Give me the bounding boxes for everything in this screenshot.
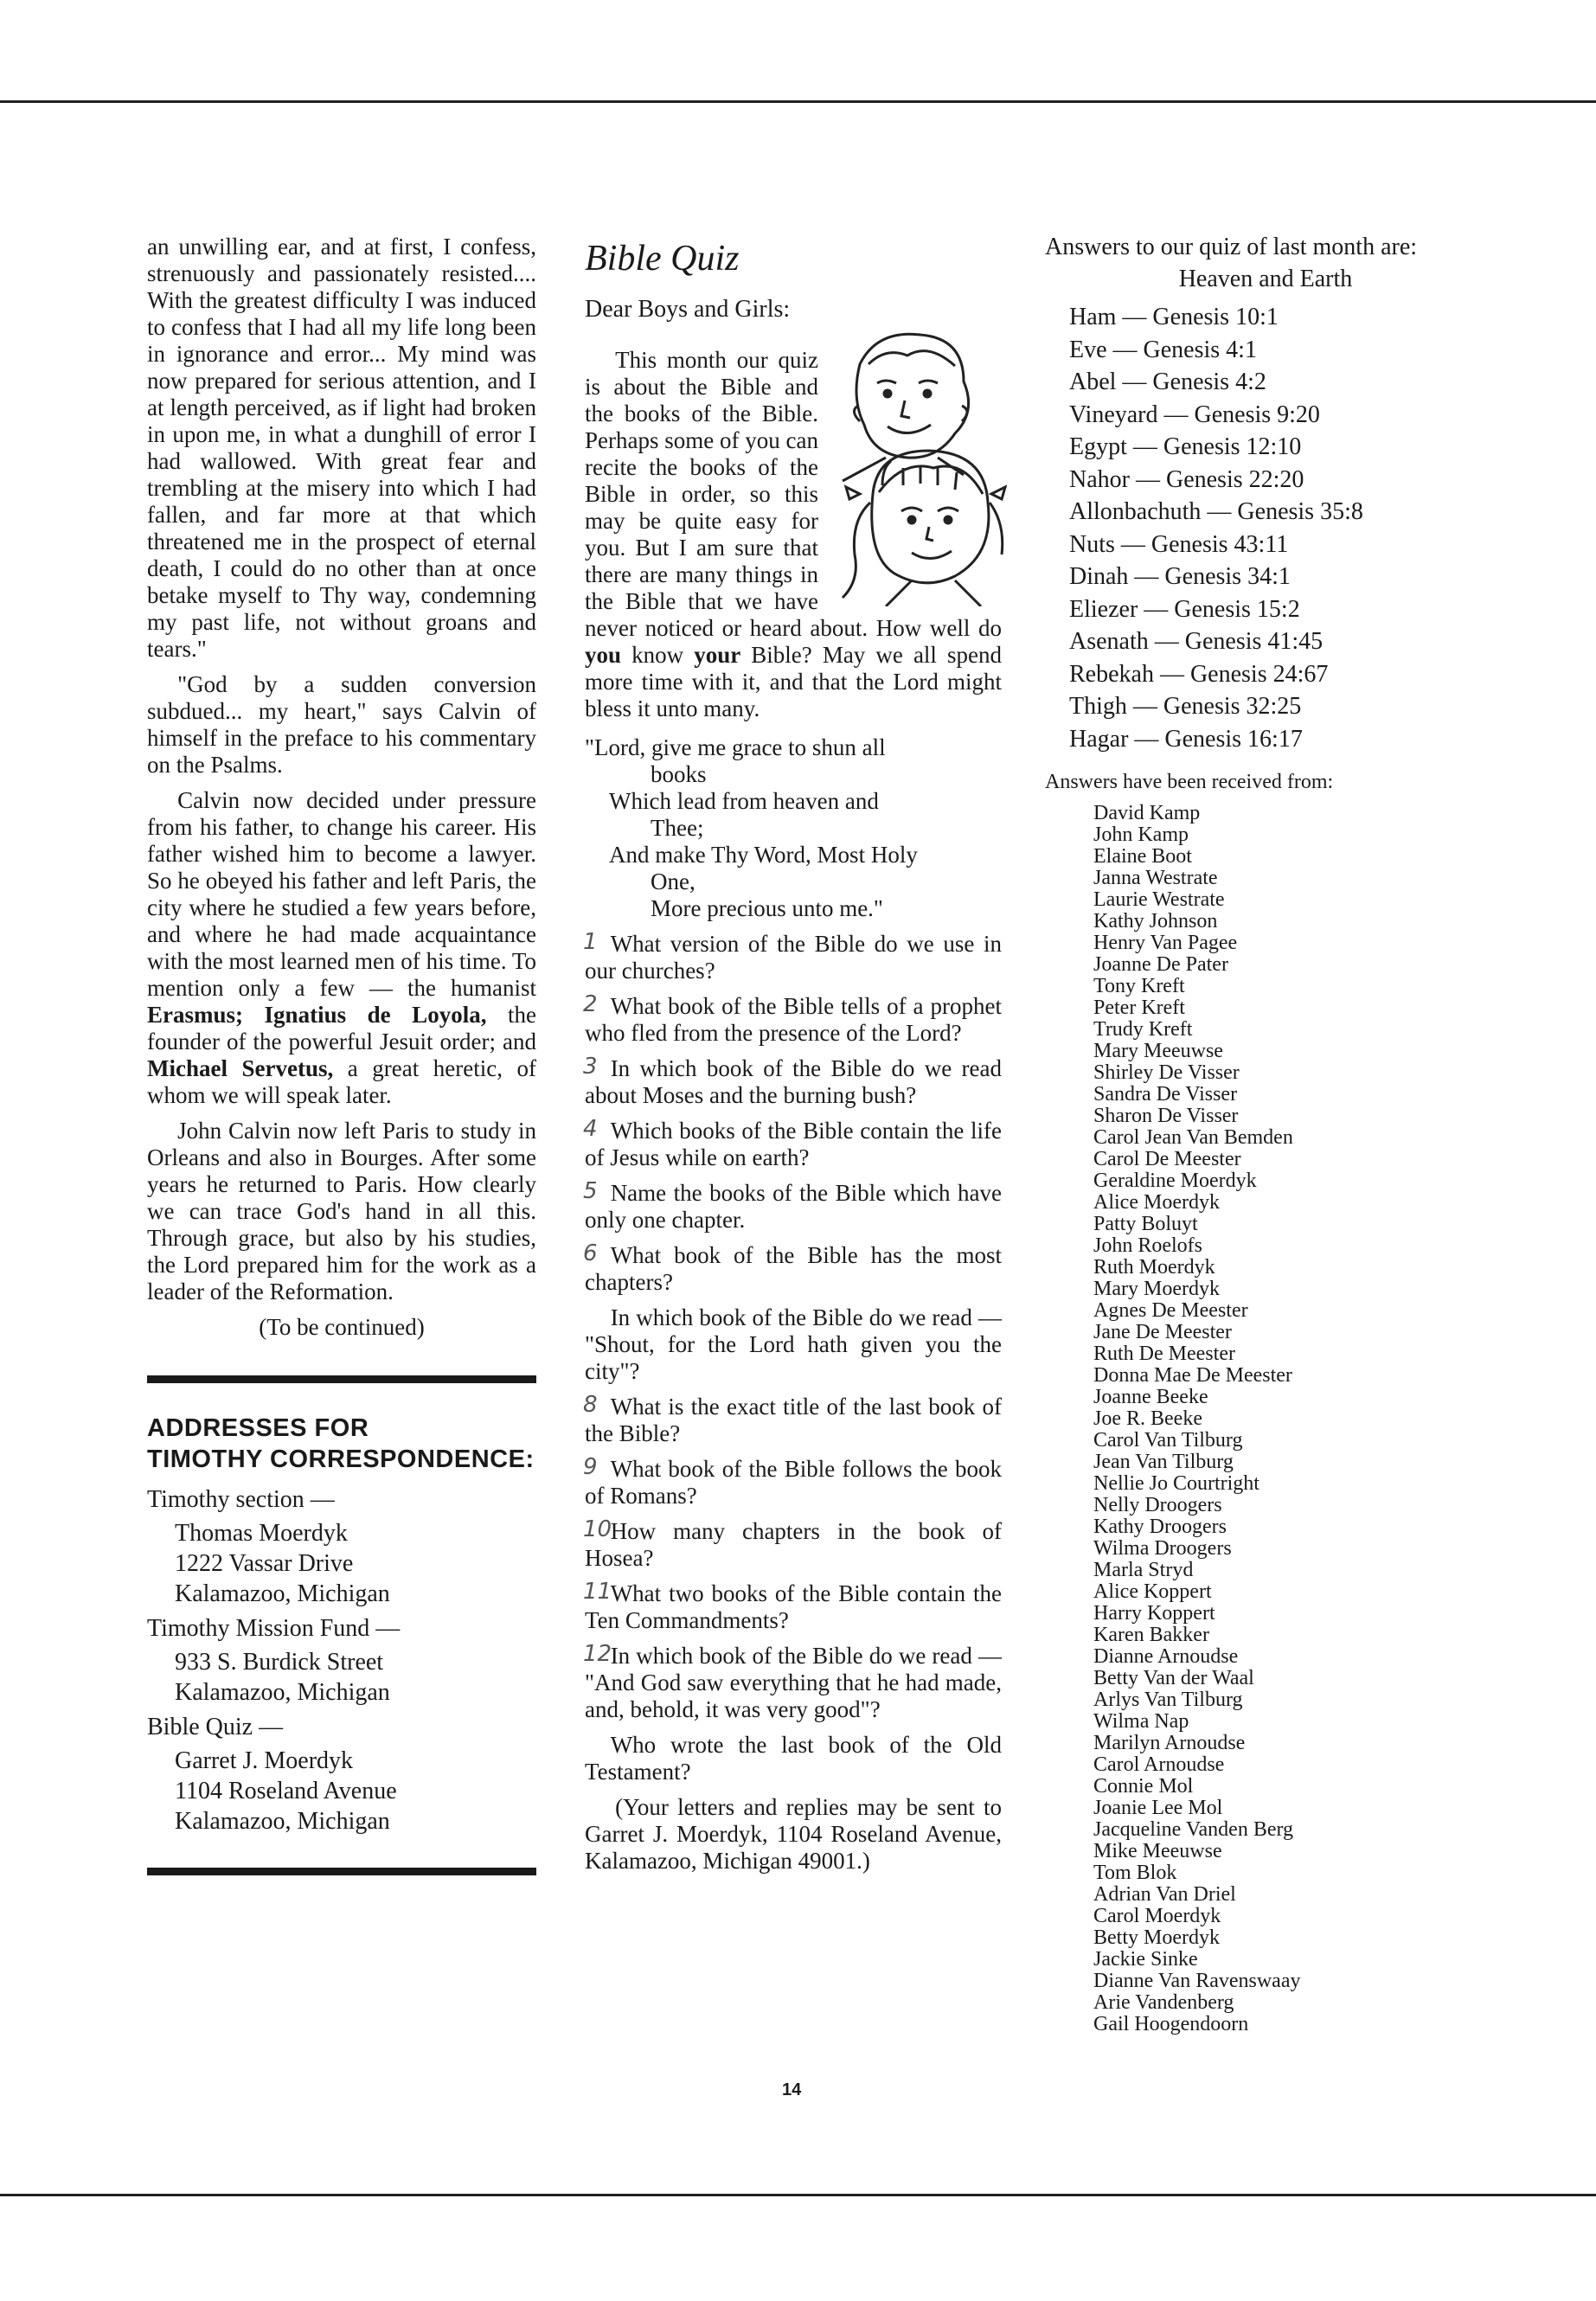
quiz-question: 12 In which book of the Bible do we read — "And God saw everything that he had made, and, behold, it was very good"? [583,1641,1002,1722]
respondent-name: Jean Van Tilburg [1093,1451,1234,1473]
respondent-name: Tom Blok [1093,1862,1177,1884]
answer-item: Allonbachuth — Genesis 35:8 [1069,498,1363,525]
respondent-name: Geraldine Moerdyk [1093,1170,1257,1192]
respondent-name: Nellie Jo Courtright [1093,1472,1259,1495]
respondent-name: Mary Moerdyk [1093,1278,1220,1300]
respondent-name: Trudy Kreft [1093,1018,1193,1041]
respondent-name: Arie Vandenberg [1093,1991,1234,2014]
answer-item: Rebekah — Genesis 24:67 [1069,660,1329,688]
handwritten-number: 8 [583,1392,598,1418]
respondent-name: Shirley De Visser [1093,1061,1240,1084]
quiz-question: 8 What is the exact title of the last book of the Bible? [583,1392,1002,1446]
quiz-question: Who wrote the last book of the Old Testament? [585,1732,1002,1785]
respondent-name: Carol Arnoudse [1093,1753,1225,1776]
address-label: Timothy Mission Fund — [147,1615,401,1642]
quiz-question: In which book of the Bible do we read — "Shout, for the Lord hath given you the city"? [585,1304,1002,1384]
respondent-name: Marilyn Arnoudse [1093,1732,1246,1754]
respondent-name: Alice Moerdyk [1093,1191,1220,1214]
continued-note: (To be continued) [259,1314,425,1340]
quiz-greeting: Dear Boys and Girls: [585,296,791,323]
respondent-name: Ruth Moerdyk [1093,1256,1215,1279]
address-label: Timothy section — [147,1486,335,1513]
respondent-name: Betty Van der Waal [1093,1667,1254,1689]
address-line: Kalamazoo, Michigan [175,1580,390,1607]
handwritten-number: 6 [583,1240,598,1266]
names-list [1045,803,1486,2035]
respondent-name: Arlys Van Tilburg [1093,1689,1243,1711]
answers-intro: Answers to our quiz of last month are: [1045,234,1418,260]
respondent-name: Jacqueline Vanden Berg [1093,1818,1294,1841]
answers-title: Heaven and Earth [1178,266,1353,292]
handwritten-number: 3 [583,1054,598,1080]
respondent-name: Agnes De Meester [1093,1299,1248,1322]
handwritten-number: 5 [583,1178,598,1204]
respondent-name: Elaine Boot [1093,845,1192,868]
quiz-closing: (Your letters and replies may be sent to Garret J. Moerdyk, 1104 Roseland Avenue, Kalamazoo, Michigan 49001.) [585,1794,1002,1874]
respondent-name: Carol Moerdyk [1093,1905,1221,1927]
respondent-name: Mike Meeuwse [1093,1840,1222,1862]
respondent-name: Ruth De Meester [1093,1343,1235,1365]
respondent-name: Kathy Droogers [1093,1516,1227,1538]
respondent-name: Henry Van Pagee [1093,932,1238,954]
respondent-name: Carol Van Tilburg [1093,1429,1243,1452]
respondent-name: Joanne De Pater [1093,953,1228,976]
handwritten-number: 2 [583,991,598,1017]
respondent-name: Donna Mae De Meester [1093,1364,1292,1387]
handwritten-number: 1 [583,929,598,955]
column-quiz [585,234,1002,1883]
respondent-name: Gail Hoogendoorn [1093,2013,1249,2035]
respondent-name: Sandra De Visser [1093,1083,1238,1106]
page-number: 14 [782,2080,802,2099]
respondent-name: Marla Stryd [1093,1559,1194,1581]
answer-item: Eliezer — Genesis 15:2 [1069,595,1300,623]
quiz-poem [585,734,1002,922]
respondent-name: Kathy Johnson [1093,910,1218,933]
answer-item: Dinah — Genesis 34:1 [1069,563,1291,590]
respondent-name: Betty Moerdyk [1093,1926,1220,1949]
respondent-name: Mary Meeuwse [1093,1040,1223,1062]
address-line: Kalamazoo, Michigan [175,1808,390,1835]
address-label: Bible Quiz — [147,1714,284,1740]
answer-item: Thigh — Genesis 32:25 [1069,693,1302,720]
quiz-question: 9 What book of the Bible follows the book of Romans? [583,1454,1002,1509]
address-line: 1104 Roseland Avenue [175,1778,397,1804]
section-divider [147,1375,536,1383]
bottom-rule [0,2194,1596,2196]
answers-list [1045,301,1486,755]
answer-item: Vineyard — Genesis 9:20 [1069,401,1320,428]
quiz-question: 2 What book of the Bible tells of a prophet who fled from the presence of the Lord? [583,991,1002,1046]
address-line: 1222 Vassar Drive [175,1550,354,1577]
poem-line: More precious unto me." [651,895,883,921]
address-line: Garret J. Moerdyk [175,1747,354,1774]
respondent-name: Joanie Lee Mol [1093,1797,1223,1819]
poem-line: books [651,761,707,787]
respondent-name: Harry Koppert [1093,1602,1215,1625]
article-paragraph: an unwilling ear, and at first, I confess, strenuously and passionately resisted.... With the greatest difficulty I was induced to confess that I had all my life long been in ignorance and error... My mind was now prepared for serious attention, and I at length perceived, as if light had broken in upon me, in what a dunghill of error I had wallowed. With great fear and trembling at the misery into which I had fallen, and far more at that which threatened me in the prospect of eternal death, I could do no other than at once betake myself to Thy way, condemning my past life, not without groans and tears." [147,234,536,662]
answer-item: Egypt — Genesis 12:10 [1069,433,1302,460]
article-paragraph: John Calvin now left Paris to study in Orleans and also in Bourges. After some years he returned to Paris. How clearly we can trace God's hand in all this. Through grace, but also by his studies, the Lord prepared him for the work as a leader of the Reformation. [147,1118,536,1304]
answer-item: Nahor — Genesis 22:20 [1069,465,1304,493]
respondent-name: Wilma Droogers [1093,1537,1232,1560]
respondent-name: John Kamp [1093,824,1189,846]
quiz-intro-text: This month our quiz is about the Bible and the books of the Bible. Perhaps some of you can recite the books of the Bible in order, so this may be quite easy for you. But I am sure that there are many things in the Bible that we have never noticed or heard about. How well do you know your Bible? May we all spend more time with it, and that the Lord might bless it unto many. [585,347,1003,721]
quiz-question: 6 What book of the Bible has the most chapters? [583,1240,1002,1295]
top-rule [0,100,1596,103]
poem-line: One, [651,868,695,894]
column-answers [1045,234,1486,2035]
handwritten-number: 11 [583,1579,612,1605]
respondent-name: Tony Kreft [1093,975,1185,997]
article-paragraph: Calvin now decided under pressure from his father, to change his career. His father wished him to become a lawyer. So he obeyed his father and left Paris, the city where he studied a few years before, and where he had made acquaintance with the most learned men of his time. To mention only a few — the humanist Erasmus; Ignatius de Loyola, the founder of the powerful Jesuit order; and Michael Servetus, a great heretic, of whom we will speak later. [147,787,536,1108]
quiz-question: 5 Name the books of the Bible which have only one chapter. [583,1178,1002,1233]
quiz-question: 1 What version of the Bible do we use in our churches? [583,929,1002,984]
respondent-name: Adrian Van Driel [1093,1883,1236,1906]
respondent-name: Joe R. Beeke [1093,1407,1202,1430]
address-line: Thomas Moerdyk [175,1520,348,1547]
quiz-question: 4 Which books of the Bible contain the life of Jesus while on earth? [583,1116,1002,1170]
respondent-name: Jackie Sinke [1093,1948,1198,1971]
respondent-name: Joanne Beeke [1093,1386,1208,1408]
poem-line: "Lord, give me grace to shun all [585,734,886,760]
address-line: 933 S. Burdick Street [175,1649,384,1676]
quiz-question: 11 What two books of the Bible contain the Ten Commandments? [583,1579,1002,1633]
answer-item: Abel — Genesis 4:2 [1069,369,1266,395]
respondent-name: Dianne Arnoudse [1093,1645,1239,1668]
respondent-name: Connie Mol [1093,1775,1194,1798]
handwritten-number: 9 [583,1454,598,1480]
respondent-name: Nelly Droogers [1093,1494,1222,1516]
handwritten-number: 4 [583,1116,598,1142]
answer-item: Nuts — Genesis 43:11 [1069,530,1289,558]
respondent-name: Peter Kreft [1093,997,1185,1019]
respondent-name: Sharon De Visser [1093,1105,1239,1127]
address-line: Kalamazoo, Michigan [175,1679,390,1706]
respondent-name: Carol Jean Van Bemden [1093,1126,1293,1149]
article-paragraph: "God by a sudden conversion subdued... my heart," says Calvin of himself in the preface to his commentary on the Psalms. [147,671,536,778]
poem-line: And make Thy Word, Most Holy [609,842,918,868]
poem-line: Which lead from heaven and [609,788,879,814]
respondent-name: Karen Bakker [1093,1624,1209,1646]
quiz-intro [585,347,1002,722]
respondent-name: Dianne Van Ravenswaay [1093,1970,1301,1992]
quiz-question: 3 In which book of the Bible do we read about Moses and the burning bush? [583,1054,1002,1108]
handwritten-number: 10 [583,1516,612,1542]
respondent-name: John Roelofs [1093,1234,1202,1257]
answer-item: Asenath — Genesis 41:45 [1069,628,1324,655]
answer-item: Eve — Genesis 4:1 [1069,336,1257,363]
quiz-title: Bible Quiz [585,239,740,279]
received-heading: Answers have been received from: [1045,771,1334,793]
children-illustration-icon [825,330,1007,606]
handwritten-number: 12 [583,1641,612,1667]
respondent-name: Patty Boluyt [1093,1213,1198,1235]
respondent-name: Laurie Westrate [1093,888,1225,911]
respondent-name: Wilma Nap [1093,1710,1189,1733]
respondent-name: David Kamp [1093,802,1201,824]
addresses-box [147,1413,536,1836]
quiz-question: 10 How many chapters in the book of Hosea? [583,1516,1002,1571]
column-article [147,234,536,1875]
respondent-name: Carol De Meester [1093,1148,1241,1170]
section-divider [147,1868,536,1875]
addresses-heading: ADDRESSES FOR TIMOTHY CORRESPONDENCE: [147,1414,535,1473]
respondent-name: Janna Westrate [1093,867,1218,889]
respondent-name: Alice Koppert [1093,1580,1212,1603]
poem-line: Thee; [651,815,704,841]
answer-item: Ham — Genesis 10:1 [1069,304,1279,330]
answer-item: Hagar — Genesis 16:17 [1069,725,1303,753]
respondent-name: Jane De Meester [1093,1321,1232,1343]
